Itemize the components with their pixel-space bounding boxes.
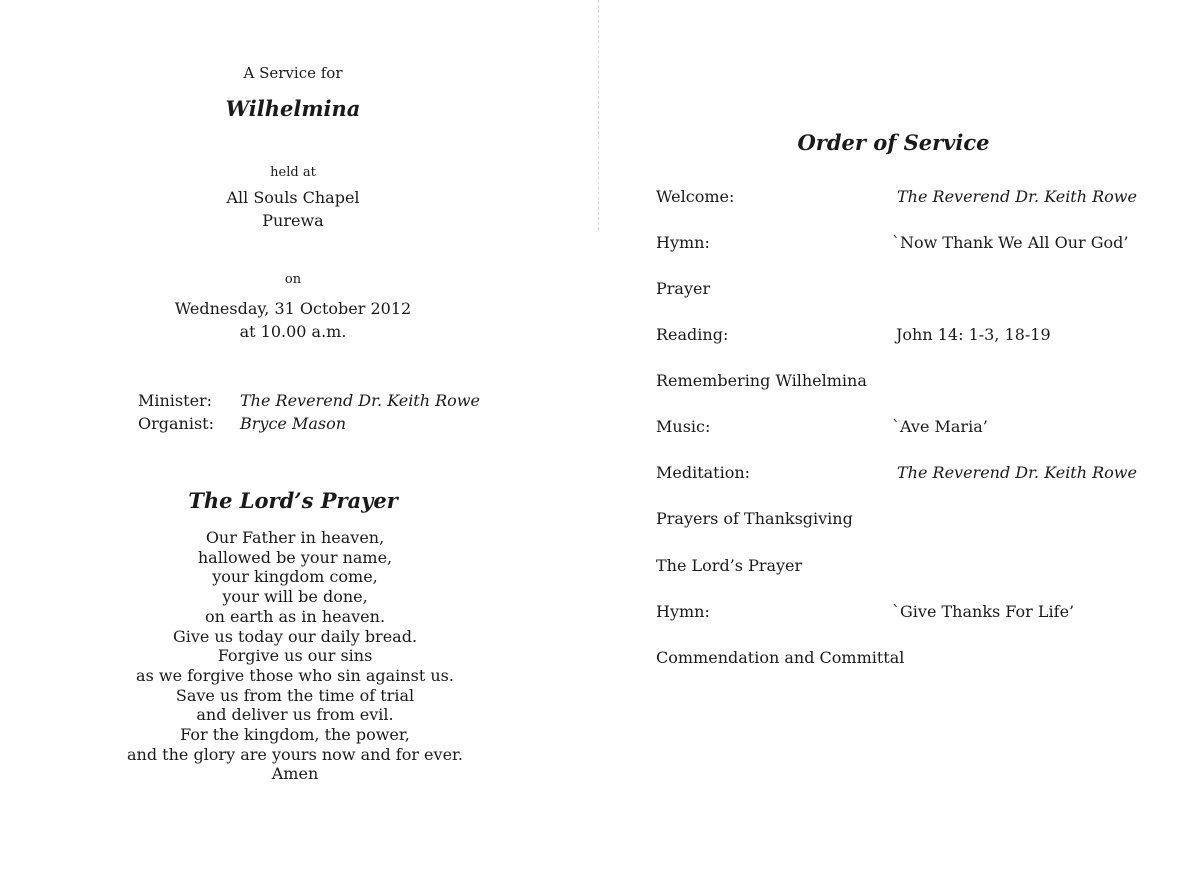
prayer-line: as we forgive those who sin against us. bbox=[136, 665, 454, 685]
right-page bbox=[600, 0, 1200, 873]
service-item-detail: The Reverend Dr. Keith Rowe bbox=[897, 463, 1137, 482]
service-item-detail: `Ave Maria’ bbox=[892, 417, 988, 436]
prayer-line: hallowed be your name, bbox=[197, 547, 393, 567]
order-of-service-title: Order of Service bbox=[797, 130, 990, 155]
minister-label: Minister: bbox=[138, 391, 213, 410]
prayer-line: Our Father in heaven, bbox=[205, 528, 385, 547]
service-item-hymn-2: Hymn: bbox=[656, 602, 710, 621]
prayer-line: Amen bbox=[271, 764, 319, 784]
prayer-line: and deliver us from evil. bbox=[196, 705, 394, 725]
prayer-line: and the glory are yours now and for ever. bbox=[126, 744, 464, 764]
held-at-label: held at bbox=[270, 165, 316, 180]
lords-prayer-text bbox=[0, 528, 590, 784]
venue-line1: All Souls Chapel bbox=[226, 188, 360, 207]
lords-prayer-title: The Lord’s Prayer bbox=[188, 488, 398, 513]
service-item-detail: `Now Thank We All Our God’ bbox=[892, 233, 1129, 252]
service-date: Wednesday, 31 October 2012 bbox=[174, 299, 412, 318]
service-item-commendation: Commendation and Committal bbox=[656, 648, 905, 667]
prayer-line: your kingdom come, bbox=[212, 567, 378, 587]
service-item-detail: The Reverend Dr. Keith Rowe bbox=[897, 187, 1137, 206]
service-item-welcome: Welcome: bbox=[656, 187, 735, 206]
service-item-detail: `Give Thanks For Life’ bbox=[892, 602, 1075, 621]
service-time: at 10.00 a.m. bbox=[239, 322, 347, 341]
service-item-hymn: Hymn: bbox=[656, 233, 710, 252]
prayer-line: on earth as in heaven. bbox=[204, 606, 386, 626]
service-item-thanksgiving: Prayers of Thanksgiving bbox=[656, 509, 853, 528]
deceased-name: Wilhelmina bbox=[225, 96, 361, 121]
prayer-line: Give us today our daily bread. bbox=[172, 626, 418, 646]
organist-label: Organist: bbox=[138, 414, 214, 433]
service-item-reading: Reading: bbox=[656, 325, 729, 344]
service-item-remembering: Remembering Wilhelmina bbox=[656, 371, 867, 390]
on-label: on bbox=[284, 272, 302, 287]
prayer-line: For the kingdom, the power, bbox=[180, 725, 410, 745]
service-item-detail: John 14: 1-3, 18-19 bbox=[896, 325, 1051, 344]
service-intro: A Service for bbox=[243, 64, 343, 82]
minister-name: The Reverend Dr. Keith Rowe bbox=[240, 391, 480, 410]
prayer-line: your will be done, bbox=[222, 587, 368, 607]
venue-line2: Purewa bbox=[262, 211, 324, 230]
organist-name: Bryce Mason bbox=[240, 414, 347, 433]
prayer-line: Forgive us our sins bbox=[217, 646, 373, 666]
prayer-line: Save us from the time of trial bbox=[175, 685, 415, 705]
service-item-meditation: Meditation: bbox=[656, 463, 751, 482]
service-item-lords-prayer: The Lord’s Prayer bbox=[656, 556, 803, 575]
service-item-prayer: Prayer bbox=[656, 279, 711, 298]
service-item-music: Music: bbox=[656, 417, 711, 436]
